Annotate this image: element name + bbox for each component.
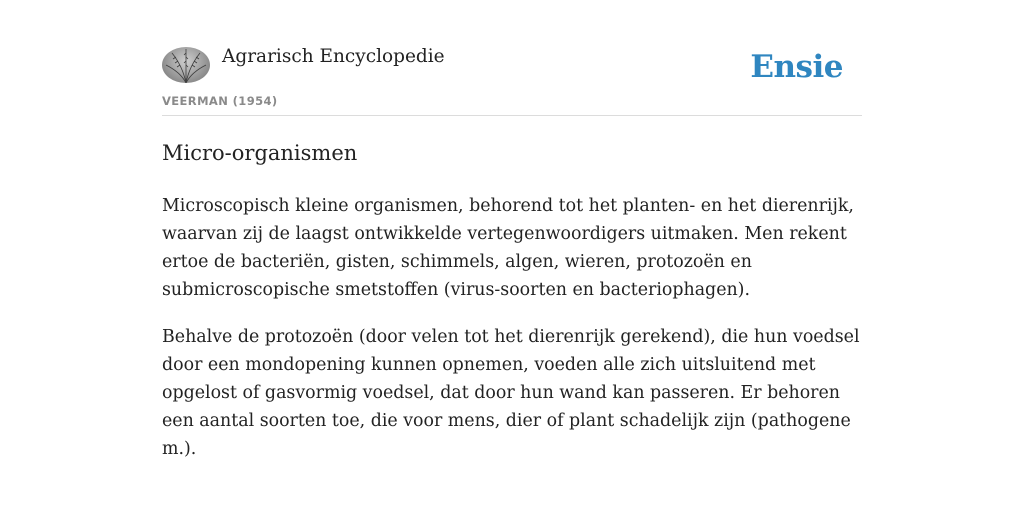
entry-body <box>162 192 862 482</box>
page <box>162 0 862 459</box>
entry-title: Micro-organismen <box>162 141 358 165</box>
wheat-logo-icon[interactable] <box>162 47 210 83</box>
brand-logo-link[interactable]: Ensie <box>750 49 843 85</box>
header <box>162 0 862 116</box>
entry-paragraph-1: Microscopisch kleine organismen, behorend tot het planten- en het dierenrijk, waarvan zij de laagst ontwikkelde vertegenwoordigers uitmaken. Men rekent ertoe de bacteriën, gisten, schimmels, algen, wieren, protozoën en submicroscopische smetstoffen (virus-soorten en bacteriophagen). <box>162 196 854 300</box>
book-author-year: VEERMAN (1954) <box>162 94 278 108</box>
book-title[interactable]: Agrarisch Encyclopedie <box>222 46 445 67</box>
entry-paragraph-2: Behalve de protozoën (door velen tot het dierenrijk gerekend), die hun voedsel door een mondopening kunnen opnemen, voeden alle zich uitsluitend met opgelost of gasvormig voedsel, dat door hun wand kan passeren. Er behoren een aantal soorten toe, die voor mens, dier of plant schadelijk zijn (pathogene m.). <box>162 327 860 459</box>
